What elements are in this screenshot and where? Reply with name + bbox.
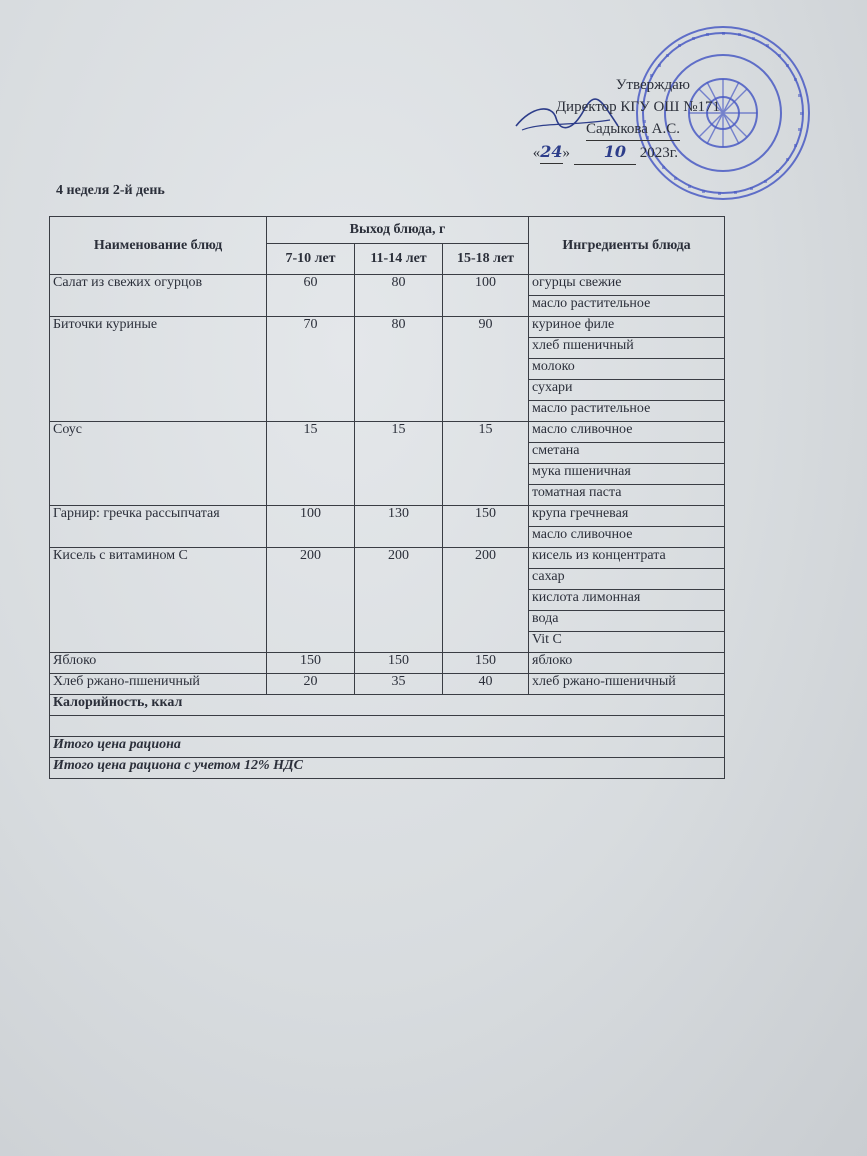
yield-value: 100 (443, 275, 529, 317)
date-year: 2023г. (639, 145, 678, 161)
total-price-label: Итого цена рациона (50, 737, 725, 758)
yield-value: 130 (355, 506, 443, 548)
header-age-1: 7-10 лет (267, 244, 355, 275)
ingredient: кисель из концентрата (529, 548, 725, 569)
menu-table (49, 216, 725, 779)
yield-value: 150 (355, 653, 443, 674)
ingredient: Vit C (529, 632, 725, 653)
date-day: 24 (540, 141, 562, 164)
dish-name: Кисель с витамином С (50, 548, 267, 653)
header-age-3: 15-18 лет (443, 244, 529, 275)
ingredient: куриное филе (529, 317, 725, 338)
approval-title: Утверждаю (615, 77, 690, 93)
yield-value: 200 (443, 548, 529, 653)
yield-value: 15 (443, 422, 529, 506)
table-row (50, 317, 725, 338)
yield-value: 90 (443, 317, 529, 422)
calories-label: Калорийность, ккал (50, 695, 725, 716)
dish-name: Салат из свежих огурцов (50, 275, 267, 317)
table-row (50, 653, 725, 674)
total-price-vat-label: Итого цена рациона с учетом 12% НДС (50, 758, 725, 779)
yield-value: 60 (267, 275, 355, 317)
dish-name: Гарнир: гречка рассыпчатая (50, 506, 267, 548)
ingredient: кислота лимонная (529, 590, 725, 611)
yield-value: 150 (443, 653, 529, 674)
ingredient: масло сливочное (529, 422, 725, 443)
header-dish-name: Наименование блюд (50, 217, 267, 275)
ingredient: масло сливочное (529, 527, 725, 548)
ingredient: сухари (529, 380, 725, 401)
yield-value: 40 (443, 674, 529, 695)
table-row (50, 506, 725, 527)
date-close-quote: » (562, 145, 571, 161)
yield-value: 20 (267, 674, 355, 695)
yield-value: 15 (355, 422, 443, 506)
dish-name: Хлеб ржано-пшеничный (50, 674, 267, 695)
approval-name: Садыкова А.С. (586, 118, 680, 141)
yield-value: 80 (355, 275, 443, 317)
dish-name: Биточки куриные (50, 317, 267, 422)
ingredient: вода (529, 611, 725, 632)
ingredient: огурцы свежие (529, 275, 725, 296)
table-row (50, 548, 725, 569)
yield-value: 100 (267, 506, 355, 548)
table-row (50, 737, 725, 758)
approval-date (520, 141, 720, 165)
table-row (50, 275, 725, 296)
date-open-quote: « (532, 145, 541, 161)
yield-value: 35 (355, 674, 443, 695)
yield-value: 80 (355, 317, 443, 422)
ingredient: томатная паста (529, 485, 725, 506)
table-row (50, 716, 725, 737)
header-age-2: 11-14 лет (355, 244, 443, 275)
ingredient: масло растительное (529, 296, 725, 317)
ingredient: хлеб ржано-пшеничный (529, 674, 725, 695)
header-yield: Выход блюда, г (267, 217, 529, 244)
dish-name: Яблоко (50, 653, 267, 674)
ingredient: мука пшеничная (529, 464, 725, 485)
blank-row (50, 716, 725, 737)
ingredient: крупа гречневая (529, 506, 725, 527)
approval-block (520, 74, 720, 165)
week-label: 4 неделя 2-й день (56, 183, 165, 198)
ingredient: яблоко (529, 653, 725, 674)
header-ingredients: Ингредиенты блюда (529, 217, 725, 275)
ingredient: масло растительное (529, 401, 725, 422)
ingredient: сметана (529, 443, 725, 464)
ingredient: хлеб пшеничный (529, 338, 725, 359)
table-row (50, 695, 725, 716)
table-row (50, 422, 725, 443)
table-row (50, 674, 725, 695)
yield-value: 150 (443, 506, 529, 548)
ingredient: молоко (529, 359, 725, 380)
yield-value: 15 (267, 422, 355, 506)
yield-value: 150 (267, 653, 355, 674)
approval-position: Директор КГУ ОШ №171 (555, 99, 720, 115)
table-row (50, 758, 725, 779)
yield-value: 200 (267, 548, 355, 653)
yield-value: 70 (267, 317, 355, 422)
ingredient: сахар (529, 569, 725, 590)
dish-name: Соус (50, 422, 267, 506)
yield-value: 200 (355, 548, 443, 653)
date-month: 10 (603, 142, 627, 161)
